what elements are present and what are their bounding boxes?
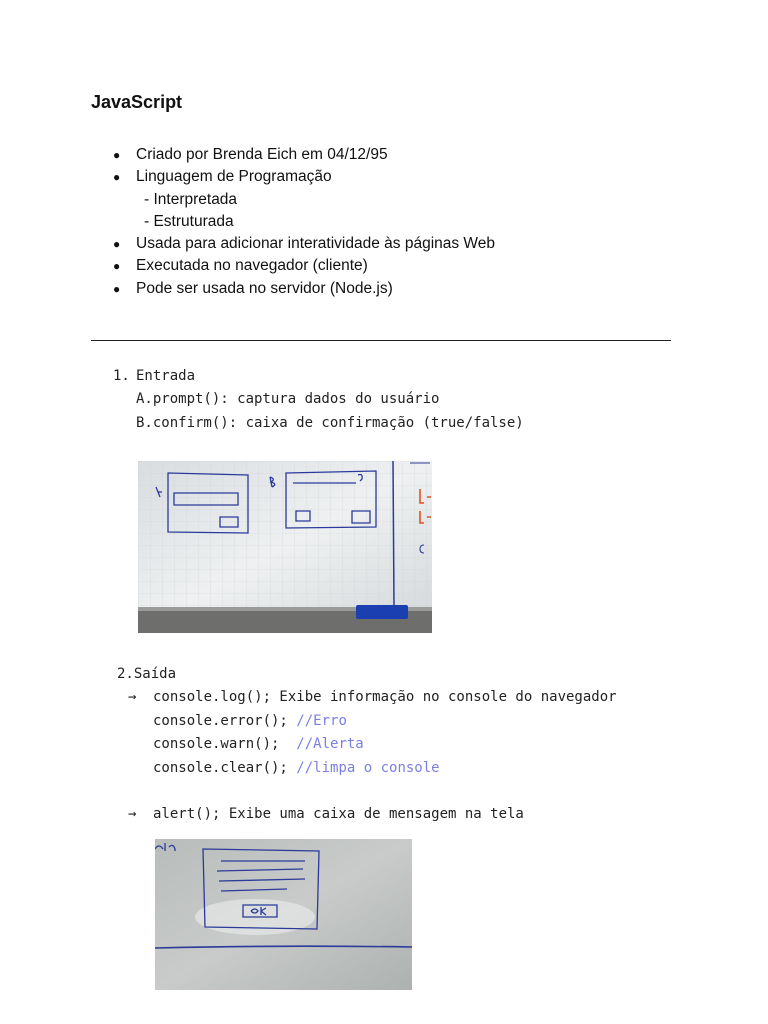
list-subitem: - Interpretada — [144, 190, 238, 208]
section1-number: 1. — [113, 368, 130, 384]
console-error-line — [153, 713, 347, 729]
bullet-list — [113, 144, 495, 300]
console-warn-comment: //Alerta — [296, 736, 364, 752]
console-log-line: console.log(); Exibe informação no console do navegador — [153, 689, 617, 705]
list-item: ● Executada no navegador (cliente) — [113, 255, 495, 277]
console-warn-code: console.warn(); — [153, 736, 297, 752]
list-subitem: - Estruturada — [144, 212, 234, 230]
horizontal-divider — [91, 340, 671, 341]
section2-heading: 2.Saída — [117, 666, 177, 682]
list-item: ● Criado por Brenda Eich em 04/12/95 — [113, 144, 495, 166]
list-item: ● Linguagem de Programação — [113, 166, 495, 188]
list-item: ● Pode ser usada no servidor (Node.js) — [113, 278, 495, 300]
arrow-icon: → — [128, 806, 137, 822]
list-item: ● Usada para adicionar interatividade às páginas Web — [113, 233, 495, 255]
whiteboard-photo-prompt-confirm — [138, 461, 432, 633]
console-warn-line — [153, 736, 364, 752]
arrow-icon: → — [128, 689, 137, 705]
console-clear-line — [153, 760, 440, 776]
page-title: JavaScript — [91, 92, 183, 112]
whiteboard-photo-alert — [155, 839, 412, 990]
confirm-line: B.confirm(): caixa de confirmação (true/false) — [136, 415, 524, 431]
console-clear-comment: //limpa o console — [296, 760, 440, 776]
section1-heading: Entrada — [136, 368, 196, 384]
console-clear-code: console.clear(); — [153, 760, 297, 776]
alert-line: alert(); Exibe uma caixa de mensagem na tela — [153, 806, 524, 822]
prompt-line: A.prompt(): captura dados do usuário — [136, 391, 440, 407]
console-error-code: console.error(); — [153, 713, 297, 729]
console-error-comment: //Erro — [296, 713, 347, 729]
